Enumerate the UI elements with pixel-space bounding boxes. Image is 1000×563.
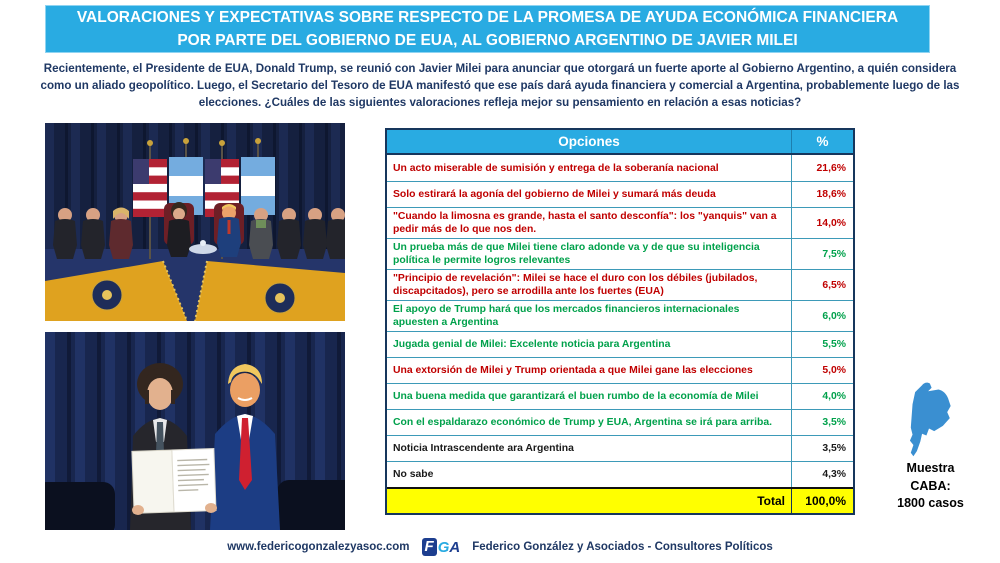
table-header-row — [387, 130, 853, 155]
document-prop — [132, 449, 216, 514]
company-name: Federico González y Asociados - Consultores Políticos — [472, 541, 773, 553]
percent-cell: 3,5% — [791, 410, 853, 435]
percent-column-header: % — [791, 130, 853, 153]
option-cell: No sabe — [393, 469, 434, 480]
percent-cell: 4,3% — [791, 462, 853, 487]
options-table-body — [387, 155, 853, 487]
footer — [0, 538, 1000, 556]
options-column-header: Opciones — [558, 134, 620, 149]
percent-cell: 5,5% — [791, 332, 853, 357]
sample-note — [868, 460, 993, 513]
percent-cell: 21,6% — [791, 155, 853, 181]
percent-cell: 7,5% — [791, 239, 853, 269]
option-cell: Una buena medida que garantizará el buen rumbo de la economía de Milei — [393, 391, 759, 402]
sample-line: Muestra — [906, 461, 955, 475]
option-cell: El apoyo de Trump hará que los mercados financieros internacionales apuesten a Argentina — [393, 304, 740, 328]
table-row — [387, 331, 853, 357]
option-cell: Noticia Intrascendente ara Argentina — [393, 443, 574, 454]
results-table — [385, 128, 855, 515]
buenos-aires-province-map-icon — [903, 380, 955, 463]
sample-line: CABA: — [910, 478, 951, 493]
logo-letter-a: A — [449, 538, 461, 556]
website-link[interactable]: www.federicogonzalezyasoc.com — [227, 541, 410, 553]
total-value: 100,0% — [791, 489, 853, 513]
table-row — [387, 300, 853, 331]
option-cell: Un acto miserable de sumisión y entrega de la soberanía nacional — [393, 162, 719, 174]
table-row — [387, 409, 853, 435]
table-row — [387, 238, 853, 269]
option-cell: Con el espaldarazo económico de Trump y EUA, Argentina se irá para arriba. — [393, 417, 772, 428]
percent-cell: 3,5% — [791, 436, 853, 461]
intro-paragraph: Recientemente, el Presidente de EUA, Donald Trump, se reunió con Javier Milei para anunciar que otorgará un fuerte aporte al Gobierno Argentino, a quién considera como un aliado geopolítico. Luego, el Secretario del Tesoro de EUA manifestó que ese país dará ayuda financiera y comercial a Argentina, probablemente luego de las elecciones. ¿Cuáles de las siguientes valoraciones refleja mejor su pensamiento en relación a esas noticias? — [40, 62, 960, 109]
table-row — [387, 207, 853, 238]
option-cell: Una extorsión de Milei y Trump orientada a que Milei gane las elecciones — [393, 365, 753, 376]
logo-letter-f: F — [422, 538, 437, 556]
table-row — [387, 435, 853, 461]
percent-cell: 6,5% — [791, 270, 853, 300]
total-label: Total — [757, 493, 785, 508]
meeting-scene-illustration — [45, 123, 345, 321]
milei-trump-document-photo — [45, 332, 345, 530]
table-row — [387, 357, 853, 383]
title-banner — [45, 5, 930, 53]
table-row — [387, 383, 853, 409]
option-cell: Solo estirará la agonía del gobierno de Milei y sumará más deuda — [393, 189, 716, 200]
option-cell: Un prueba más de que Milei tiene claro adonde va y de que su inteligencia política le permite logros relevantes — [393, 242, 760, 266]
fga-logo — [422, 538, 461, 556]
table-row — [387, 181, 853, 207]
sample-line: 1800 casos — [897, 496, 964, 510]
option-cell: "Principio de revelación": Milei se hace el duro con los débiles (jubilados, discapcitados), pero se arrodilla ante los fuertes (EUA) — [393, 273, 758, 297]
percent-cell: 6,0% — [791, 301, 853, 331]
page-title: VALORACIONES Y EXPECTATIVAS SOBRE RESPECTO DE LA PROMESA DE AYUDA ECONÓMICA FINANCIERA POR PARTE DEL GOBIERNO DE EUA, AL GOBIERNO ARGENTINO DE JAVIER MILEI — [76, 8, 899, 49]
table-row — [387, 155, 853, 181]
logo-letter-g: G — [437, 538, 450, 556]
percent-cell: 4,0% — [791, 384, 853, 409]
percent-cell: 14,0% — [791, 208, 853, 238]
bilateral-meeting-photo — [45, 123, 345, 321]
table-row — [387, 461, 853, 487]
option-cell: "Cuando la limosna es grande, hasta el santo desconfía": los "yanquis" van a pedir más de lo que nos den. — [393, 211, 777, 235]
total-row — [387, 487, 853, 513]
percent-cell: 18,6% — [791, 182, 853, 207]
percent-cell: 5,0% — [791, 358, 853, 383]
table-row — [387, 269, 853, 300]
option-cell: Jugada genial de Milei: Excelente noticia para Argentina — [393, 339, 671, 350]
standing-scene-illustration — [45, 332, 345, 530]
